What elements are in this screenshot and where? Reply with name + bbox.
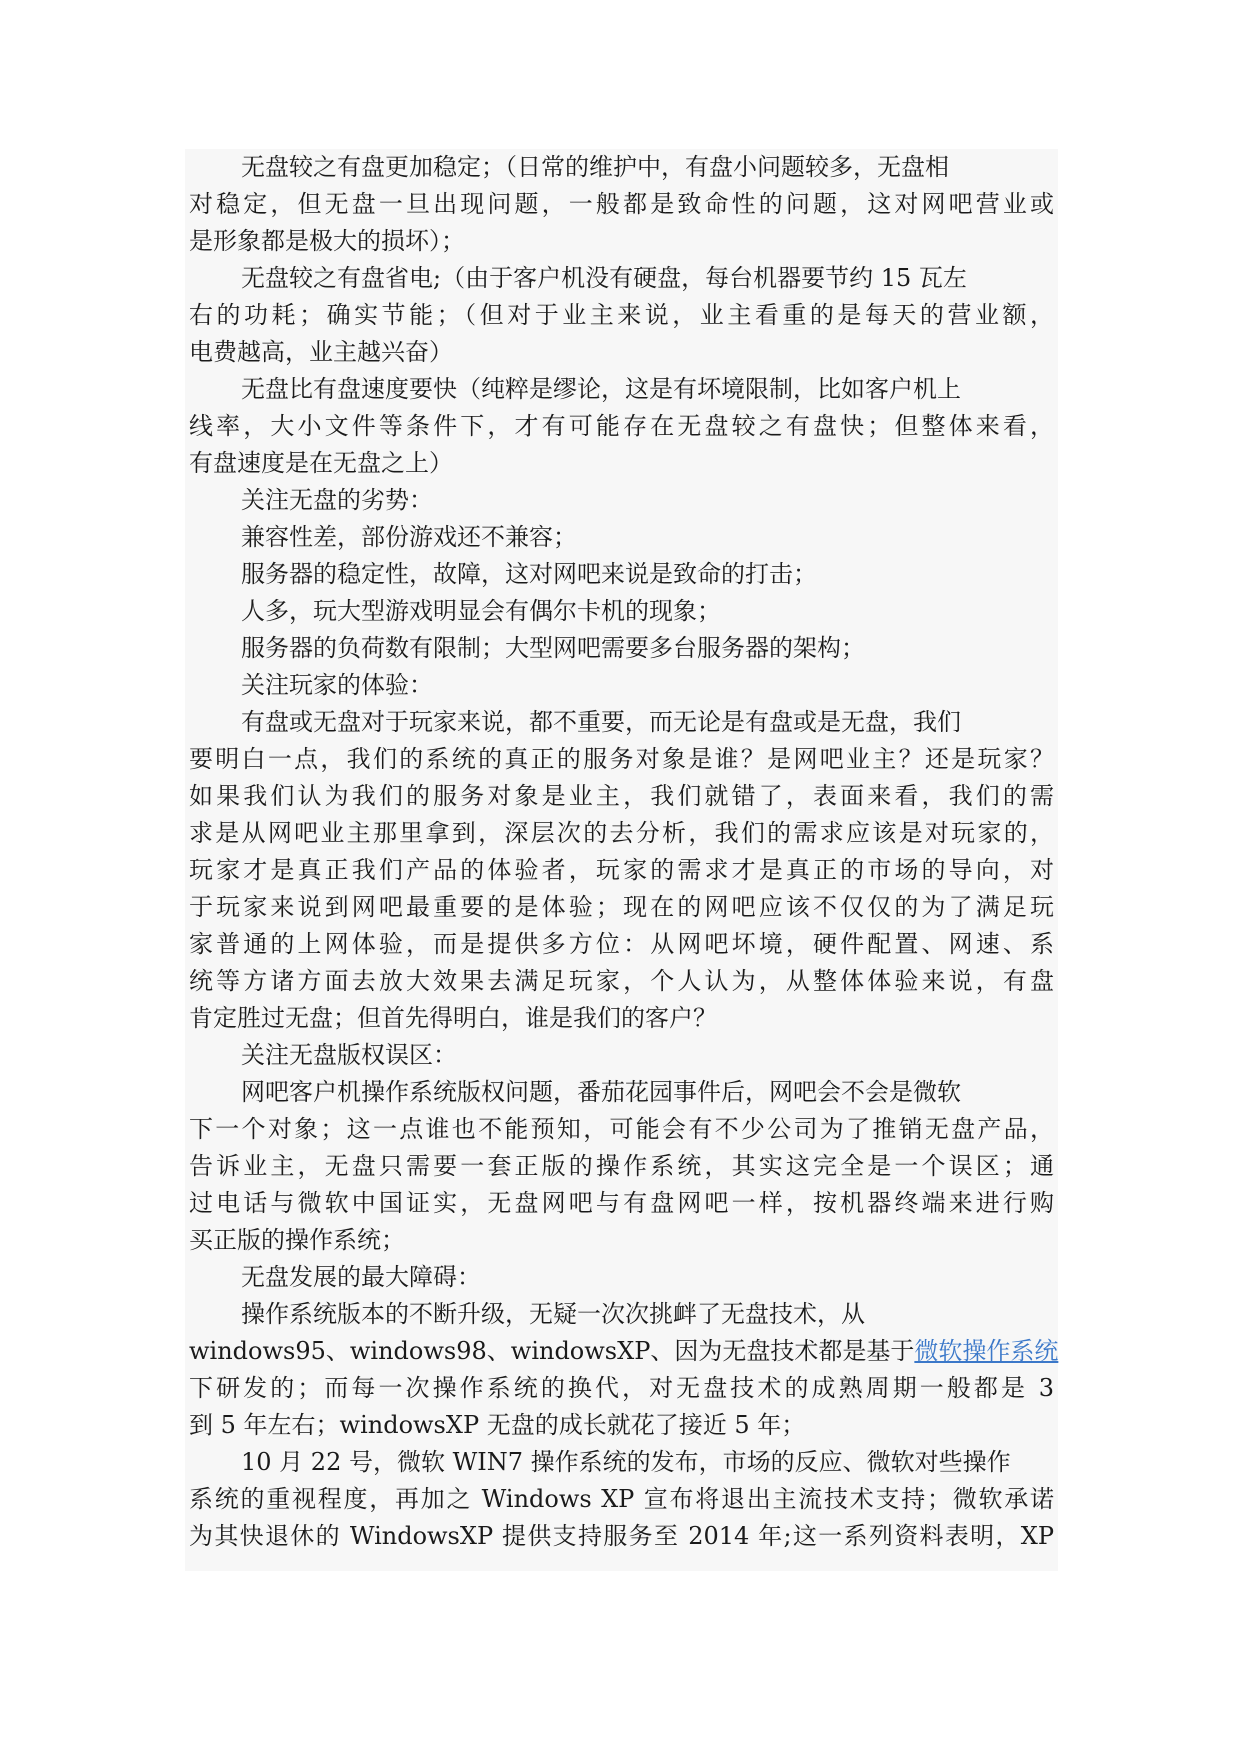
paragraph-line: 电费越高，业主越兴奋） [189, 338, 453, 366]
paragraph-line [189, 1333, 1059, 1370]
section-heading: 关注无盘版权误区： [241, 1041, 457, 1069]
paragraph-line: 肯定胜过无盘；但首先得明白，谁是我们的客户？ [189, 1004, 717, 1032]
paragraph-line: 告诉业主，无盘只需要一套正版的操作系统，其实这完全是一个误区；通 [189, 1152, 1054, 1180]
paragraph-line: 系统的重视程度，再加之 Windows XP 宣布将退出主流技术支持；微软承诺 [189, 1485, 1054, 1513]
microsoft-os-link[interactable]: 微软操作系统 [914, 1337, 1059, 1365]
paragraph-line: 线率，大小文件等条件下，才有可能存在无盘较之有盘快；但整体来看， [189, 412, 1054, 440]
paragraph-line: 右的功耗；确实节能；（但对于业主来说，业主看重的是每天的营业额， [189, 301, 1054, 329]
paragraph-line: 10 月 22 号，微软 WIN7 操作系统的发布，市场的反应、微软对些操作 [241, 1448, 1011, 1476]
section-heading: 关注无盘的劣势： [241, 486, 433, 514]
paragraph-line: 玩家才是真正我们产品的体验者，玩家的需求才是真正的市场的导向，对 [189, 856, 1054, 884]
paragraph-line: 统等方诸方面去放大效果去满足玩家，个人认为，从整体体验来说，有盘 [189, 967, 1054, 995]
paragraph-line: 无盘较之有盘更加稳定；（日常的维护中，有盘小问题较多，无盘相 [241, 153, 949, 181]
list-item: 人多，玩大型游戏明显会有偶尔卡机的现象； [241, 597, 721, 625]
paragraph-line: 到 5 年左右；windowsXP 无盘的成长就花了接近 5 年； [189, 1411, 806, 1439]
paragraph-line: 要明白一点，我们的系统的真正的服务对象是谁？是网吧业主？还是玩家？ [189, 745, 1054, 773]
paragraph-line: 网吧客户机操作系统版权问题，番茄花园事件后，网吧会不会是微软 [241, 1078, 961, 1106]
section-heading: 关注玩家的体验： [241, 671, 433, 699]
list-item: 服务器的负荷数有限制；大型网吧需要多台服务器的架构； [241, 634, 865, 662]
paragraph-line: 买正版的操作系统； [189, 1226, 405, 1254]
paragraph-line: 于玩家来说到网吧最重要的是体验；现在的网吧应该不仅仅的为了满足玩 [189, 893, 1054, 921]
paragraph-line: 有盘或无盘对于玩家来说，都不重要，而无论是有盘或是无盘，我们 [241, 708, 961, 736]
paragraph-line: 操作系统版本的不断升级，无疑一次次挑衅了无盘技术，从 [241, 1300, 865, 1328]
paragraph-line: 过电话与微软中国证实，无盘网吧与有盘网吧一样，按机器终端来进行购 [189, 1189, 1054, 1217]
paragraph-text: windows95、windows98、windowsXP、因为无盘技术都是基于 [189, 1337, 915, 1365]
paragraph-line: 无盘较之有盘省电;（由于客户机没有硬盘，每台机器要节约 15 瓦左 [241, 264, 967, 292]
paragraph-line: 家普通的上网体验，而是提供多方位：从网吧坏境，硬件配置、网速、系 [189, 930, 1054, 958]
list-item: 兼容性差，部份游戏还不兼容； [241, 523, 577, 551]
paragraph-line: 对稳定，但无盘一旦出现问题，一般都是致命性的问题，这对网吧营业或 [189, 190, 1054, 218]
paragraph-line: 为其快退休的 WindowsXP 提供支持服务至 2014 年;这一系列资料表明，XP [189, 1522, 1054, 1550]
section-heading: 无盘发展的最大障碍： [241, 1263, 481, 1291]
paragraph-line: 求是从网吧业主那里拿到，深层次的去分析，我们的需求应该是对玩家的， [189, 819, 1054, 847]
paragraph-line: 如果我们认为我们的服务对象是业主，我们就错了，表面来看，我们的需 [189, 782, 1054, 810]
paragraph-line: 下一个对象；这一点谁也不能预知，可能会有不少公司为了推销无盘产品， [189, 1115, 1054, 1143]
paragraph-line: 无盘比有盘速度要快（纯粹是缪论，这是有坏境限制，比如客户机上 [241, 375, 961, 403]
paragraph-line: 有盘速度是在无盘之上） [189, 449, 453, 477]
paragraph-line: 下研发的；而每一次操作系统的换代，对无盘技术的成熟周期一般都是 3 [189, 1374, 1054, 1402]
article-body [185, 149, 1058, 1571]
list-item: 服务器的稳定性，故障，这对网吧来说是致命的打击； [241, 560, 817, 588]
paragraph-line: 是形象都是极大的损坏）； [189, 227, 465, 255]
